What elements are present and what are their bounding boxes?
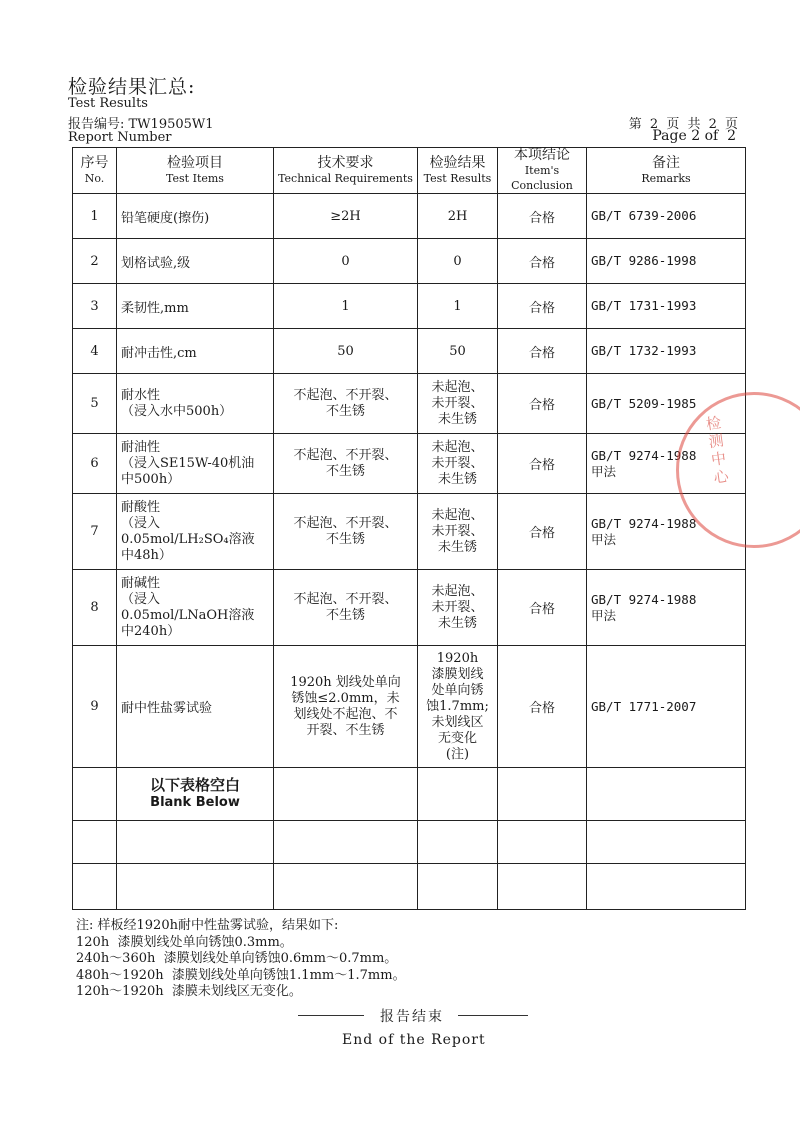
cell-remarks: GB/T 9274-1988 甲法	[587, 434, 746, 494]
page-title-english: Test Results	[68, 96, 148, 111]
cell-requirement: ≥2H	[274, 194, 418, 239]
cell-result: 未起泡、 未开裂、 未生锈	[418, 570, 498, 646]
cell-result: 未起泡、 未开裂、 未生锈	[418, 374, 498, 434]
cell-remarks: GB/T 1771-2007	[587, 646, 746, 768]
cell-requirement: 0	[274, 239, 418, 284]
cell-no: 8	[73, 570, 117, 646]
cell-result: 50	[418, 329, 498, 374]
cell-item: 柔韧性,mm	[117, 284, 274, 329]
cell-remarks: GB/T 1732-1993	[587, 329, 746, 374]
cell-conclusion: 合格	[498, 284, 587, 329]
divider-left	[298, 1015, 364, 1016]
end-of-report-en: End of the Report	[342, 1032, 486, 1048]
results-table	[72, 147, 746, 910]
empty-cell	[274, 864, 418, 910]
empty-row	[73, 864, 746, 910]
note-line: 120h～1920h 漆膜未划线区无变化。	[76, 984, 302, 999]
blank-below-cn: 以下表格空白	[149, 776, 240, 794]
cell-result: 未起泡、 未开裂、 未生锈	[418, 434, 498, 494]
cell-no: 4	[73, 329, 117, 374]
cell-conclusion: 合格	[498, 434, 587, 494]
cell-requirement: 1920h 划线处单向 锈蚀≤2.0mm，未 划线处不起泡、不 开裂、不生锈	[274, 646, 418, 768]
page-title: 检验结果汇总:	[68, 76, 196, 98]
cell-remarks: GB/T 9286-1998	[587, 239, 746, 284]
cell-no: 1	[73, 194, 117, 239]
cell-requirement: 不起泡、不开裂、 不生锈	[274, 434, 418, 494]
cell-no: 2	[73, 239, 117, 284]
empty-cell	[498, 864, 587, 910]
cell-remarks: GB/T 9274-1988 甲法	[587, 494, 746, 570]
cell-no: 9	[73, 646, 117, 768]
page-indicator: 第 2 页 共 2 页	[628, 117, 740, 132]
empty-cell	[274, 768, 418, 821]
empty-cell	[117, 821, 274, 864]
column-header-remarks: 备注 Remarks	[587, 148, 746, 194]
blank-below-label	[117, 768, 274, 821]
cell-item: 耐冲击性,cm	[117, 329, 274, 374]
table-row	[73, 570, 746, 646]
empty-cell	[587, 768, 746, 821]
cell-requirement: 50	[274, 329, 418, 374]
cell-no: 5	[73, 374, 117, 434]
cell-item: 耐酸性 （浸入 0.05mol/LH₂SO₄溶液 中48h）	[117, 494, 274, 570]
column-header-conclusion: 本项结论 Item's Conclusion	[498, 148, 587, 194]
cell-no: 6	[73, 434, 117, 494]
seal-text: 检测中心	[703, 414, 731, 488]
column-header-requirements: 技术要求 Technical Requirements	[274, 148, 418, 194]
cell-requirement: 不起泡、不开裂、 不生锈	[274, 374, 418, 434]
cell-remarks: GB/T 5209-1985	[587, 374, 746, 434]
end-of-report-cn: 报告结束	[380, 1009, 444, 1025]
table-row	[73, 329, 746, 374]
empty-row	[73, 821, 746, 864]
empty-cell	[73, 821, 117, 864]
empty-cell	[498, 768, 587, 821]
table-row	[73, 374, 746, 434]
report-number-english: Report Number	[68, 130, 172, 145]
cell-item: 铅笔硬度(擦伤)	[117, 194, 274, 239]
cell-result: 1920h 漆膜划线 处单向锈 蚀1.7mm; 未划线区 无变化 (注)	[418, 646, 498, 768]
empty-cell	[587, 821, 746, 864]
note-line: 480h～1920h 漆膜划线处单向锈蚀1.1mm～1.7mm。	[76, 967, 406, 983]
table-row	[73, 239, 746, 284]
cell-conclusion: 合格	[498, 374, 587, 434]
cell-conclusion: 合格	[498, 570, 587, 646]
cell-item: 耐水性 （浸入水中500h）	[117, 374, 274, 434]
empty-cell	[73, 768, 117, 821]
empty-cell	[498, 821, 587, 864]
table-row	[73, 646, 746, 768]
empty-cell	[418, 768, 498, 821]
cell-result: 未起泡、 未开裂、 未生锈	[418, 494, 498, 570]
cell-conclusion: 合格	[498, 646, 587, 768]
blank-below-en: Blank Below	[150, 795, 240, 810]
cell-requirement: 不起泡、不开裂、 不生锈	[274, 494, 418, 570]
table-row	[73, 194, 746, 239]
notes-section	[76, 918, 406, 1001]
cell-remarks: GB/T 1731-1993	[587, 284, 746, 329]
cell-item: 划格试验,级	[117, 239, 274, 284]
cell-remarks: GB/T 6739-2006	[587, 194, 746, 239]
page-indicator-english: Page 2 of 2	[652, 128, 736, 144]
cell-conclusion: 合格	[498, 494, 587, 570]
cell-conclusion: 合格	[498, 239, 587, 284]
cell-no: 3	[73, 284, 117, 329]
empty-cell	[73, 864, 117, 910]
divider-right	[458, 1015, 528, 1016]
cell-result: 2H	[418, 194, 498, 239]
table-row	[73, 434, 746, 494]
table-row	[73, 494, 746, 570]
empty-cell	[117, 864, 274, 910]
cell-item: 耐碱性 （浸入 0.05mol/LNaOH溶液 中240h）	[117, 570, 274, 646]
empty-cell	[418, 864, 498, 910]
cell-result: 1	[418, 284, 498, 329]
empty-cell	[274, 821, 418, 864]
column-header-no: 序号 No.	[73, 148, 117, 194]
cell-conclusion: 合格	[498, 329, 587, 374]
cell-result: 0	[418, 239, 498, 284]
cell-no: 7	[73, 494, 117, 570]
cell-item: 耐油性 （浸入SE15W-40机油 中500h）	[117, 434, 274, 494]
report-number: 报告编号: TW19505W1	[68, 117, 214, 132]
column-header-item: 检验项目 Test Items	[117, 148, 274, 194]
note-line: 注: 样板经1920h耐中性盐雾试验，结果如下:	[76, 918, 339, 933]
empty-cell	[587, 864, 746, 910]
table-row	[73, 284, 746, 329]
empty-cell	[418, 821, 498, 864]
cell-requirement: 不起泡、不开裂、 不生锈	[274, 570, 418, 646]
table-header-row	[73, 148, 746, 194]
column-header-results: 检验结果 Test Results	[418, 148, 498, 194]
note-line: 120h 漆膜划线处单向锈蚀0.3mm。	[76, 934, 293, 950]
cell-remarks: GB/T 9274-1988 甲法	[587, 570, 746, 646]
cell-conclusion: 合格	[498, 194, 587, 239]
note-line: 240h～360h 漆膜划线处单向锈蚀0.6mm～0.7mm。	[76, 951, 398, 966]
blank-below-row	[73, 768, 746, 821]
cell-item: 耐中性盐雾试验	[117, 646, 274, 768]
cell-requirement: 1	[274, 284, 418, 329]
